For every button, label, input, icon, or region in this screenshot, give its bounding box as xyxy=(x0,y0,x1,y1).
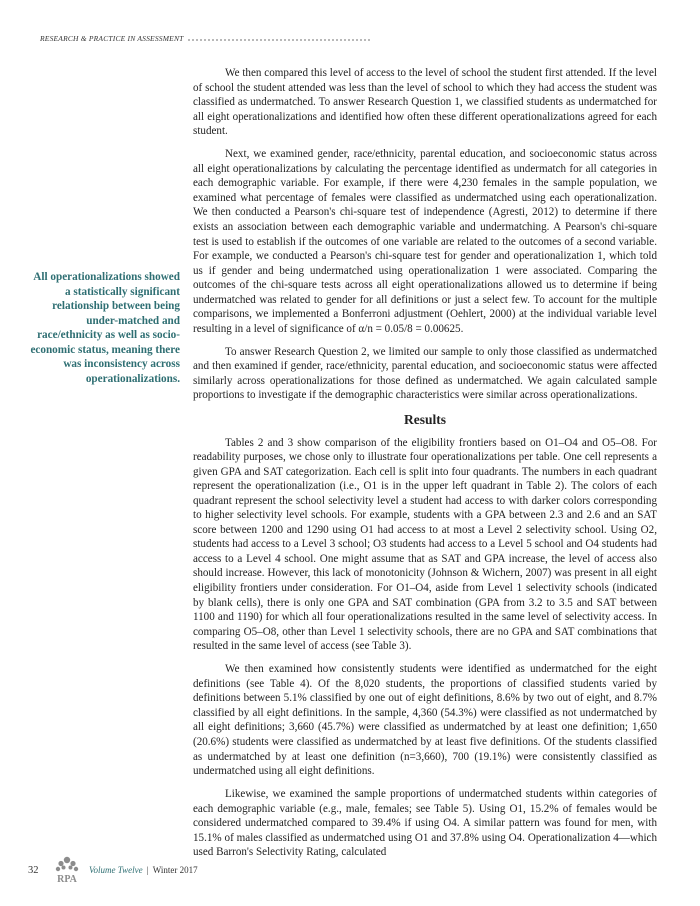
rpa-logo-icon xyxy=(50,853,84,887)
body-paragraph-5: We then examined how consistently students were identified as undermatched for the eight definitions (see Table 4). Of the 8,020 students, the proportions of classified students varied by definitions between 5.1% classified by one out of eight definitions, 8.6% by two out of eight, and 8.7% classified by all eight definitions. In the sample, 4,360 (54.3%) were classified as not undermatched by all eight definitions; 3,660 (45.7%) were classified as undermatched by at least one definition; 1,650 (20.6%) students were classified as undermatched by at least five definitions. Of the students classified as undermatched by at least one definition (n=3,660), 700 (19.1%) were consistently classified as undermatched using all eight definitions. xyxy=(193,663,657,778)
page-footer xyxy=(28,853,328,887)
body-paragraph-2: Next, we examined gender, race/ethnicity, parental education, and socioeconomic status across all eight operationalizations by calculating the percentage identified as undermatch for all categories in each demographic variable. For example, if there were 4,230 females in the sample population, we examined what percentage of females were classified as undermatched using each operationalization. We then conducted a Pearson's chi-square test of independence (Agresti, 2012) to determine if there exists an association between each demographic variable and undermatching. A Pearson's chi-square test is used to establish if the outcomes of one variable are related to the outcomes of a second variable. For example, we conducted a Pearson's chi-square test for gender and operationalization 1, which told us if gender and being undermatched using operationalization 1 were associated. Comparing the outcomes of the chi-square tests across all eight operationalizations allowed us to determine if being undermatched was related to gender for all definitions or just a select few. To account for the multiple comparisons, we implemented a Bonferroni adjustment (Oehlert, 2000) at the individual variable level resulting in a level of significance of α/n = 0.05/8 = 0.00625. xyxy=(193,148,657,335)
logo-text: RPA xyxy=(57,874,77,885)
volume-title: Volume Twelve xyxy=(89,865,143,875)
running-header xyxy=(40,34,370,43)
pull-quote: All operationalizations showed a statistically significant relationship between being under-matched and race/ethnicity as well as socio-economic status, meaning there was inconsistency across operationalizations. xyxy=(30,271,180,385)
running-title: RESEARCH & PRACTICE IN ASSESSMENT xyxy=(40,34,184,43)
article-body xyxy=(193,66,657,868)
body-paragraph-4: Tables 2 and 3 show comparison of the eligibility frontiers based on O1–O4 and O5–O8. For readability purposes, we chose only to illustrate four operationalizations per table. One cell represents a given GPA and SAT categorization. Each cell is split into four quadrants. The numbers in each quadrant represent the operationalization (i.e., O1 is in the upper left quadrant in Table 2). The colors of each quadrant represent the school selectivity level a student had access to with darker colors corresponding to higher selectivity level schools. For example, students with a GPA between 2.3 and 2.6 and an SAT score between 1200 and 1290 using O1 had access to at most a Level 2 selectivity school. Using O2, students had access to a Level 3 school; O3 students had access to a Level 5 school and O4 students had access to a Level 4 school. One might assume that as SAT and GPA increase, the level of access also should increase. However, this lack of monotonicity (Johnson & Wichern, 2007) was present in all eight eligibility frontiers under consideration. For O1–O4, aside from Level 1 selectivity schools (indicated by blank cells), there is only one GPA and SAT combination (GPA from 3.2 to 3.5 and SAT between 1100 and 1190) for which all four operationalizations resulted in the same level of selectivity access. In comparing O5–O8, other than Level 1 selectivity schools, there are no GPA and SAT combinations that resulted in the same level of access (see Table 3). xyxy=(193,436,657,653)
results-heading: Results xyxy=(403,411,446,427)
header-dotted-rule xyxy=(188,39,370,41)
volume-info xyxy=(89,865,198,875)
body-paragraph-1: We then compared this level of access to the level of school the student first attended. If the level of school the student attended was less than the level of school to which they had access the student was classified as undermatched. To answer Research Question 1, we classified students as undermatched for all eight operationalizations and identified how often these different operationalizations agreed for each student. xyxy=(193,67,657,138)
volume-separator: | xyxy=(146,865,149,875)
page-number: 32 xyxy=(28,864,39,876)
body-paragraph-3: To answer Research Question 2, we limited our sample to only those classified as undermatched and then examined if gender, race/ethnicity, parental education, and socioeconomic status were affected similarly across operationalizations for those defined as undermatched. We again calculated sample proportions to investigate if the demographic characteristics were similar across operationalizations. xyxy=(193,345,657,402)
body-paragraph-6: Likewise, we examined the sample proportions of undermatched students within categories of each demographic variable (e.g., male, females; see Table 5). Using O1, 15.2% of females would be considered undermatched compared to 39.4% if using O4. A similar pattern was found for men, with 15.1% of males classified as undermatched using O1 and 37.8% using O4. Operationalization 4—which used Barron's Selectivity Rating, calculated xyxy=(193,788,657,859)
issue-date: Winter 2017 xyxy=(152,865,198,875)
